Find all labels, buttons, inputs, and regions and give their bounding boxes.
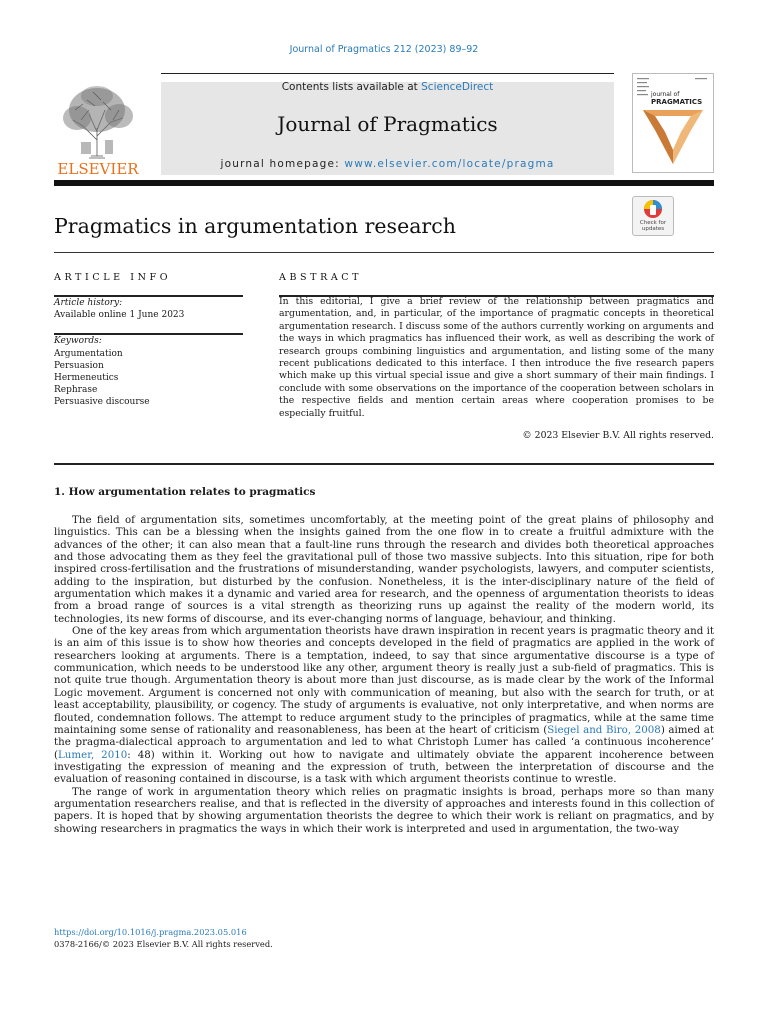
body-paragraph [54,625,714,785]
header-thick-rule [54,180,714,186]
title-rule [54,252,714,253]
citation-link-lumer[interactable]: Lumer, 2010 [58,748,128,761]
homepage-prefix: journal homepage: [220,158,345,170]
elsevier-logo [53,80,143,176]
article-info-rule [54,295,243,297]
check-updates-line1: Check for [639,220,667,226]
journal-title: Journal of Pragmatics [277,112,498,136]
paragraph-text: ) aimed at the pragma-dialectical approach to argumentation and led to what Christoph Lumer has called ‘a continuous incoherence’ ( [54,723,714,761]
keyword-item: Persuasive discourse [54,397,150,408]
header-top-rule [161,73,614,74]
cover-title-line2: PRAGMATICS [651,98,703,106]
keyword-item: Hermeneutics [54,373,119,384]
contents-line [161,81,614,93]
keywords-list [54,348,150,408]
article-info-heading: ARTICLE INFO [54,272,172,283]
keyword-item: Argumentation [54,349,123,359]
paragraph-text: One of the key areas from which argumentation theorists have drawn inspiration in recent years is pragmatic theory and it is an aim of this issue is to show how theories and concepts developed in the field of pragmatics are applied in the work of researchers looking at arguments. There is a temptation, indeed, to say that since argumentative discourse is a type of communication, which needs to be understood like any other, argument theory is really just a sub-field of pragmatics. This is not quite true though. Argumentation theory is about more than just discourse, as is made clear by the work of the Informal Logic movement. Argument is concerned not only with communication of meaning, but also with the search for truth, or at least acceptability, plausibility, or cogency. The study of arguments is evaluative, not only interpretative, and when norms are flouted, condemnation follows. The attempt to reduce argument study to the principles of pragmatics, while at the same time maintaining some sense of rationality and reasonableness, has been at the heart of criticism ( [54,625,714,736]
check-updates-icon [642,199,664,219]
article-history-value: Available online 1 June 2023 [54,310,185,320]
abstract-bottom-rule [54,463,714,465]
section-heading: 1. How argumentation relates to pragmatics [54,486,316,498]
abstract-copyright: © 2023 Elsevier B.V. All rights reserved. [522,430,714,441]
journal-homepage-line [161,158,614,170]
body-paragraph: The range of work in argumentation theory which relies on pragmatic insights is broad, perhaps more so than many argumentation researchers realise, and that is reflected in the diversity of approaches and interests found in this collection of papers. It is hoped that by showing argumentation theorists the degree to which their work is reliant on pragmatics, and by showing researchers in pragmatics the ways in which their work is interpreted and used in argumentation, the two-way [54,785,714,835]
abstract-heading: ABSTRACT [279,272,363,283]
abstract-text: In this editorial, I give a brief review of the relationship between pragmatics and argumentation, and, in particular, of the importance of pragmatic concepts in theoretical argumentation research. I discuss some of the authors currently working on arguments and the ways in which pragmatics has influenced their work, as well as describing the work of research groups combining linguistics and argumentation, and listing some of the many recent publications dedicated to this interface. I then introduce the five research papers which make up this virtual special issue and give a short summary of their main findings. I conclude with some observations on the importance of the cooperation between scholars in the respective fields and mention certain areas where cooperation promises to be especially fruitful. [279,296,714,419]
keywords-rule [54,333,243,335]
check-updates-line2: updates [641,226,665,232]
issn-copyright: 0378-2166/© 2023 Elsevier B.V. All rights reserved. [54,939,273,949]
sciencedirect-link[interactable]: ScienceDirect [421,81,494,93]
check-for-updates-button[interactable] [632,196,674,236]
paragraph-text: : 48) within it. Working out how to navigate and ultimately obviate the apparent incoherence between investigating the expression of meaning and the expression of truth, between the interpretation of discourse and the evaluation of reasoning contained in discourse, is a task with which argument theorists continue to wrestle. [54,748,714,786]
keyword-item: Rephrase [54,385,98,396]
contents-prefix: Contents lists available at [281,81,422,93]
journal-citation-link[interactable]: Journal of Pragmatics 212 (2023) 89–92 [289,44,479,55]
section-body [54,514,714,835]
cover-title-line1: journal of [651,91,680,98]
article-title: Pragmatics in argumentation research [54,214,456,238]
homepage-link[interactable]: www.elsevier.com/locate/pragma [344,158,555,170]
article-history-label: Article history: [54,298,123,308]
elsevier-wordmark: ELSEVIER [57,160,139,176]
keyword-item: Persuasion [54,361,104,372]
body-paragraph: The field of argumentation sits, sometimes uncomfortably, at the meeting point of the great plains of philosophy and linguistics. This can be a blessing when the insights gained from the one flow in to create a fruitful admixture with the advances of the other; it can also mean that a fault-line runs through the research and divides both theoretical approaches and those advocating them as they feel the gravitational pull of those two massive subjects. Into this situation, ripe for both inspired cross-fertilisation and the frustrations of misunderstanding, wander psychologists, lawyers, and computer scientists, adding to the inspiration, but disturbed by the confusion. Nonetheless, it is the inter-disciplinary nature of the field of argumentation which makes it a dynamic and varied area for research, and the openness of argumentation theorists to ideas from a broad range of sources is a vital strength as theorizing runs up against the reality of the modern world, its technologies, its new forms of discourse, and its ever-changing norms of language, behaviour, and thinking. [54,514,714,625]
keywords-label: Keywords: [54,336,102,346]
doi-link[interactable]: https://doi.org/10.1016/j.pragma.2023.05.016 [54,927,247,937]
journal-cover-image[interactable] [632,73,714,173]
citation-link-siegel-biro[interactable]: Siegel and Biro, 2008 [547,723,661,736]
